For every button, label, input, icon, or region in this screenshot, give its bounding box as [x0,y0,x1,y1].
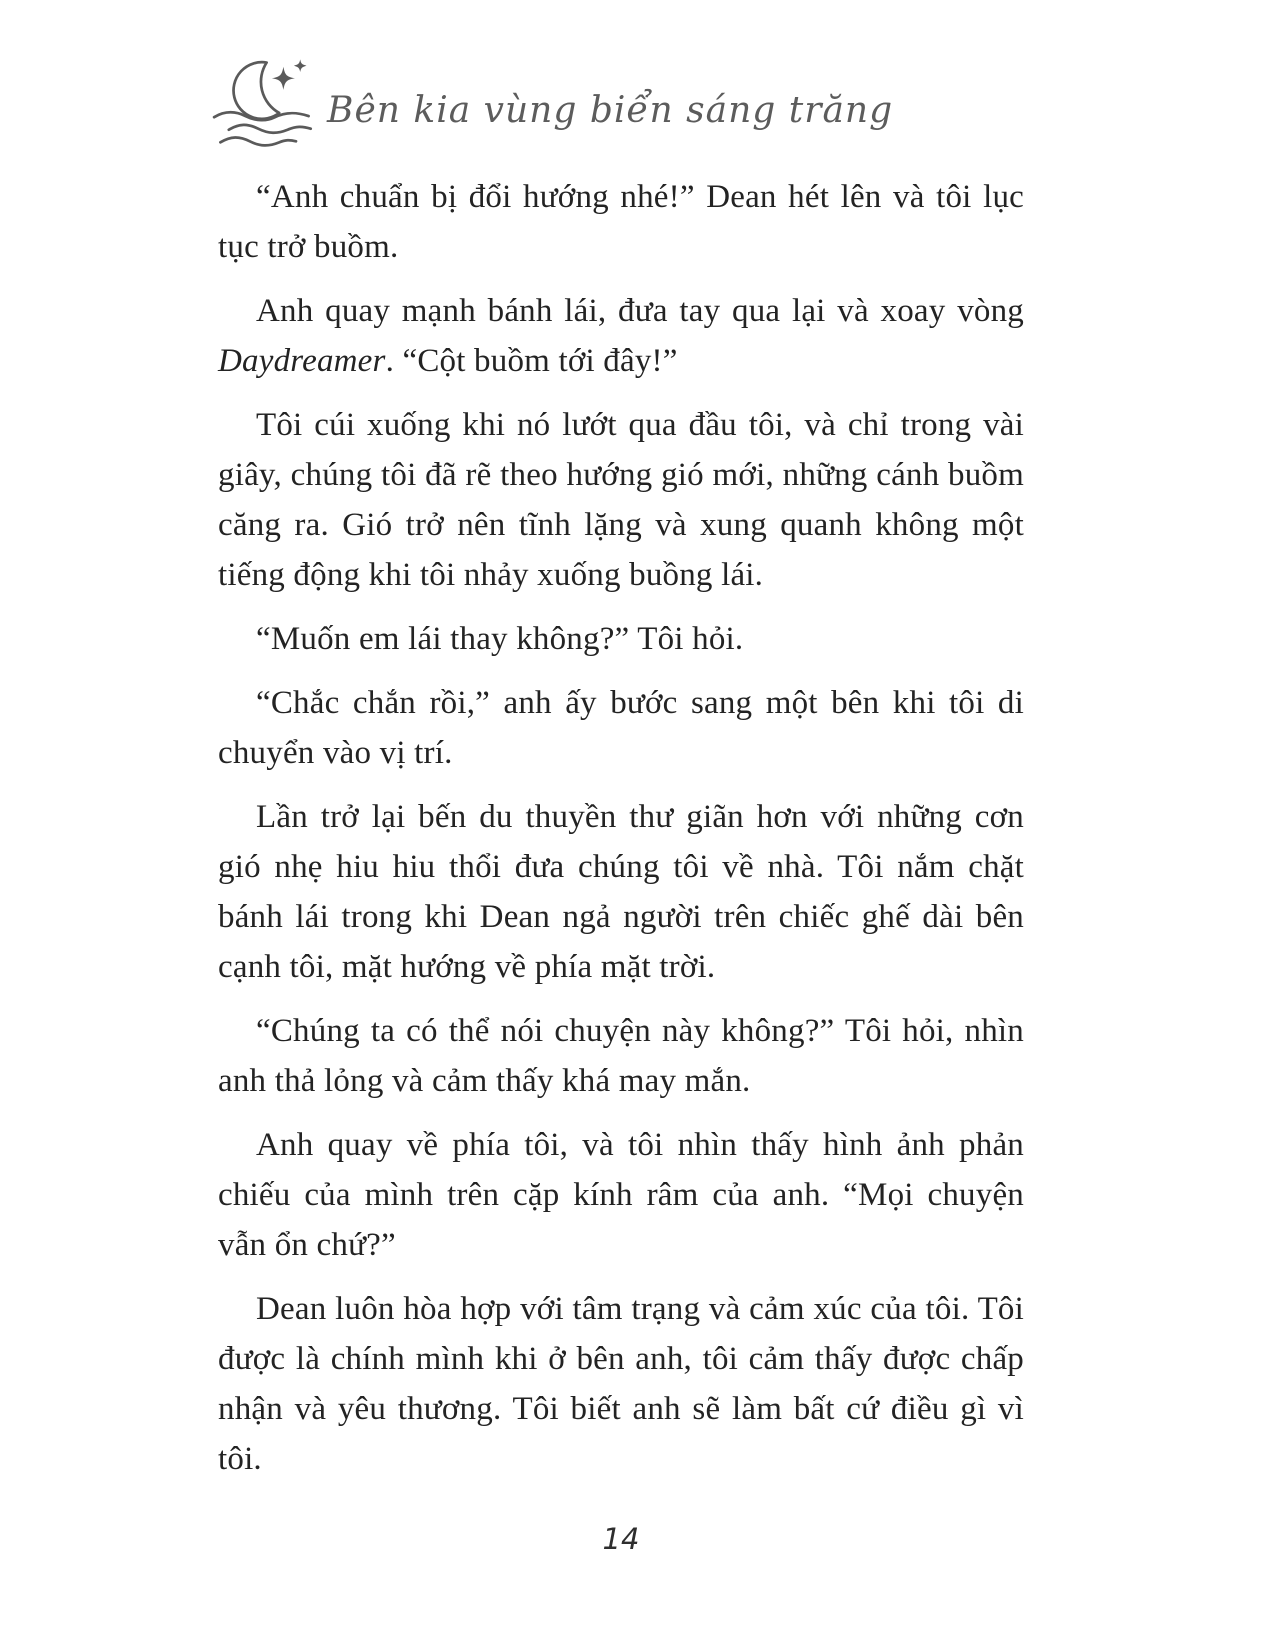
paragraph [218,400,1024,600]
paragraph [218,1006,1024,1106]
paragraph [218,1284,1024,1484]
text-run: . “Cột buồm tới đây!” [385,343,678,379]
text-run: “Muốn em lái thay không?” Tôi hỏi. [256,621,744,657]
paragraph [218,678,1024,778]
book-title: Bên kia vùng biển sáng trăng [327,90,894,131]
text-run: Dean luôn hòa hợp với tâm trạng và cảm xúc của tôi. Tôi được là chính mình khi ở bên anh, tôi cảm thấy được chấp nhận và yêu thương. Tôi biết anh sẽ làm bất cứ điều gì vì tôi. [218,1291,1024,1477]
text-run: Anh quay về phía tôi, và tôi nhìn thấy hình ảnh phản chiếu của mình trên cặp kính râm của anh. “Mọi chuyện vẫn ổn chứ?” [218,1127,1024,1263]
page-number: 14 [602,1522,640,1556]
paragraph [218,286,1024,386]
paragraph [218,792,1024,992]
italic-text: Daydreamer [218,343,386,379]
text-run: “Chắc chắn rồi,” anh ấy bước sang một bên khi tôi di chuyển vào vị trí. [218,685,1024,771]
text-run: Lần trở lại bến du thuyền thư giãn hơn với những cơn gió nhẹ hiu hiu thổi đưa chúng tôi về nhà. Tôi nắm chặt bánh lái trong khi Dean ngả người trên chiếc ghế dài bên cạnh tôi, mặt hướng về phía mặt trời. [218,799,1024,985]
page-footer [218,1522,1024,1556]
body-text [218,172,1024,1498]
moon-over-waves-icon [212,56,317,151]
page-header [212,56,893,151]
paragraph [218,614,1024,664]
sparkle-icon [294,59,307,72]
paragraph [218,1120,1024,1270]
paragraph [218,172,1024,272]
text-run: Tôi cúi xuống khi nó lướt qua đầu tôi, và chỉ trong vài giây, chúng tôi đã rẽ theo hướng gió mới, những cánh buồm căng ra. Gió trở nên tĩnh lặng và xung quanh không một tiếng động khi tôi nhảy xuống buồng lái. [218,407,1024,593]
text-run: “Chúng ta có thể nói chuyện này không?” Tôi hỏi, nhìn anh thả lỏng và cảm thấy khá may mắn. [218,1013,1024,1099]
text-run: “Anh chuẩn bị đổi hướng nhé!” Dean hét lên và tôi lục tục trở buồm. [218,179,1024,265]
text-run: Anh quay mạnh bánh lái, đưa tay qua lại và xoay vòng [256,293,1024,329]
sparkle-icon [272,67,295,90]
